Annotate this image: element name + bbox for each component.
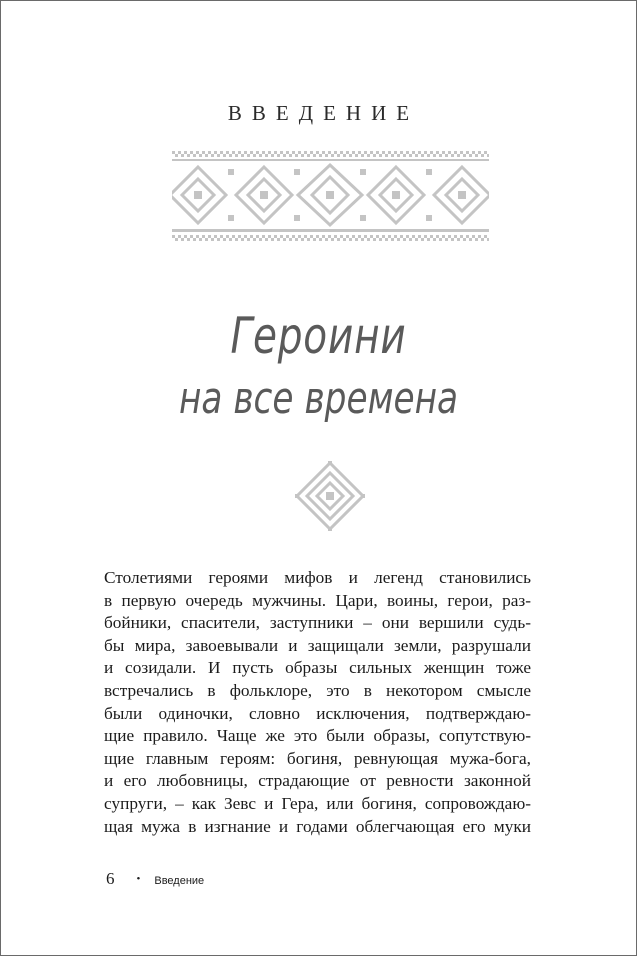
text-line: Столетиями героями мифов и легенд становились (104, 568, 531, 587)
text-line: бы мира, завоевывали и защищали земли, разрушали (104, 635, 531, 655)
text-line: щая мужа в изгнание и годами облегчающая его муки (104, 816, 531, 836)
embroidery-ornament-band (172, 151, 489, 241)
page-footer (106, 869, 204, 889)
running-head: Введение (154, 875, 205, 887)
text-line: были одиночки, словно исключения, подтверждаю- (104, 703, 531, 723)
text-line: и созидали. И пусть образы сильных женщин тоже (104, 658, 531, 678)
diamond-ornament (295, 461, 365, 531)
text-line: щие главным героям: богиня, ревнующая мужа-бога, (104, 748, 531, 768)
section-label: ВВЕДЕНИЕ (227, 101, 420, 125)
text-line: щие правило. Чаще же это были образы, сопутствую- (104, 726, 531, 746)
text-line: и его любовницы, страдающие от ревности законной (104, 771, 531, 791)
body-paragraph (104, 567, 531, 838)
text-line: встречались в фольклоре, это в некотором смысле (104, 680, 531, 700)
text-line: в первую очередь мужчины. Цари, воины, герои, раз- (104, 590, 531, 610)
text-line: супруги, – как Зевс и Гера, или богиня, сопровождаю- (104, 793, 531, 813)
chapter-title-line-2: на все времена (178, 373, 459, 424)
footer-bullet: • (136, 873, 141, 885)
chapter-title-line-1: Героини (230, 307, 407, 365)
text-line: бойники, спасители, заступники – они вершили судь- (104, 613, 531, 633)
page-number: 6 (106, 869, 115, 888)
